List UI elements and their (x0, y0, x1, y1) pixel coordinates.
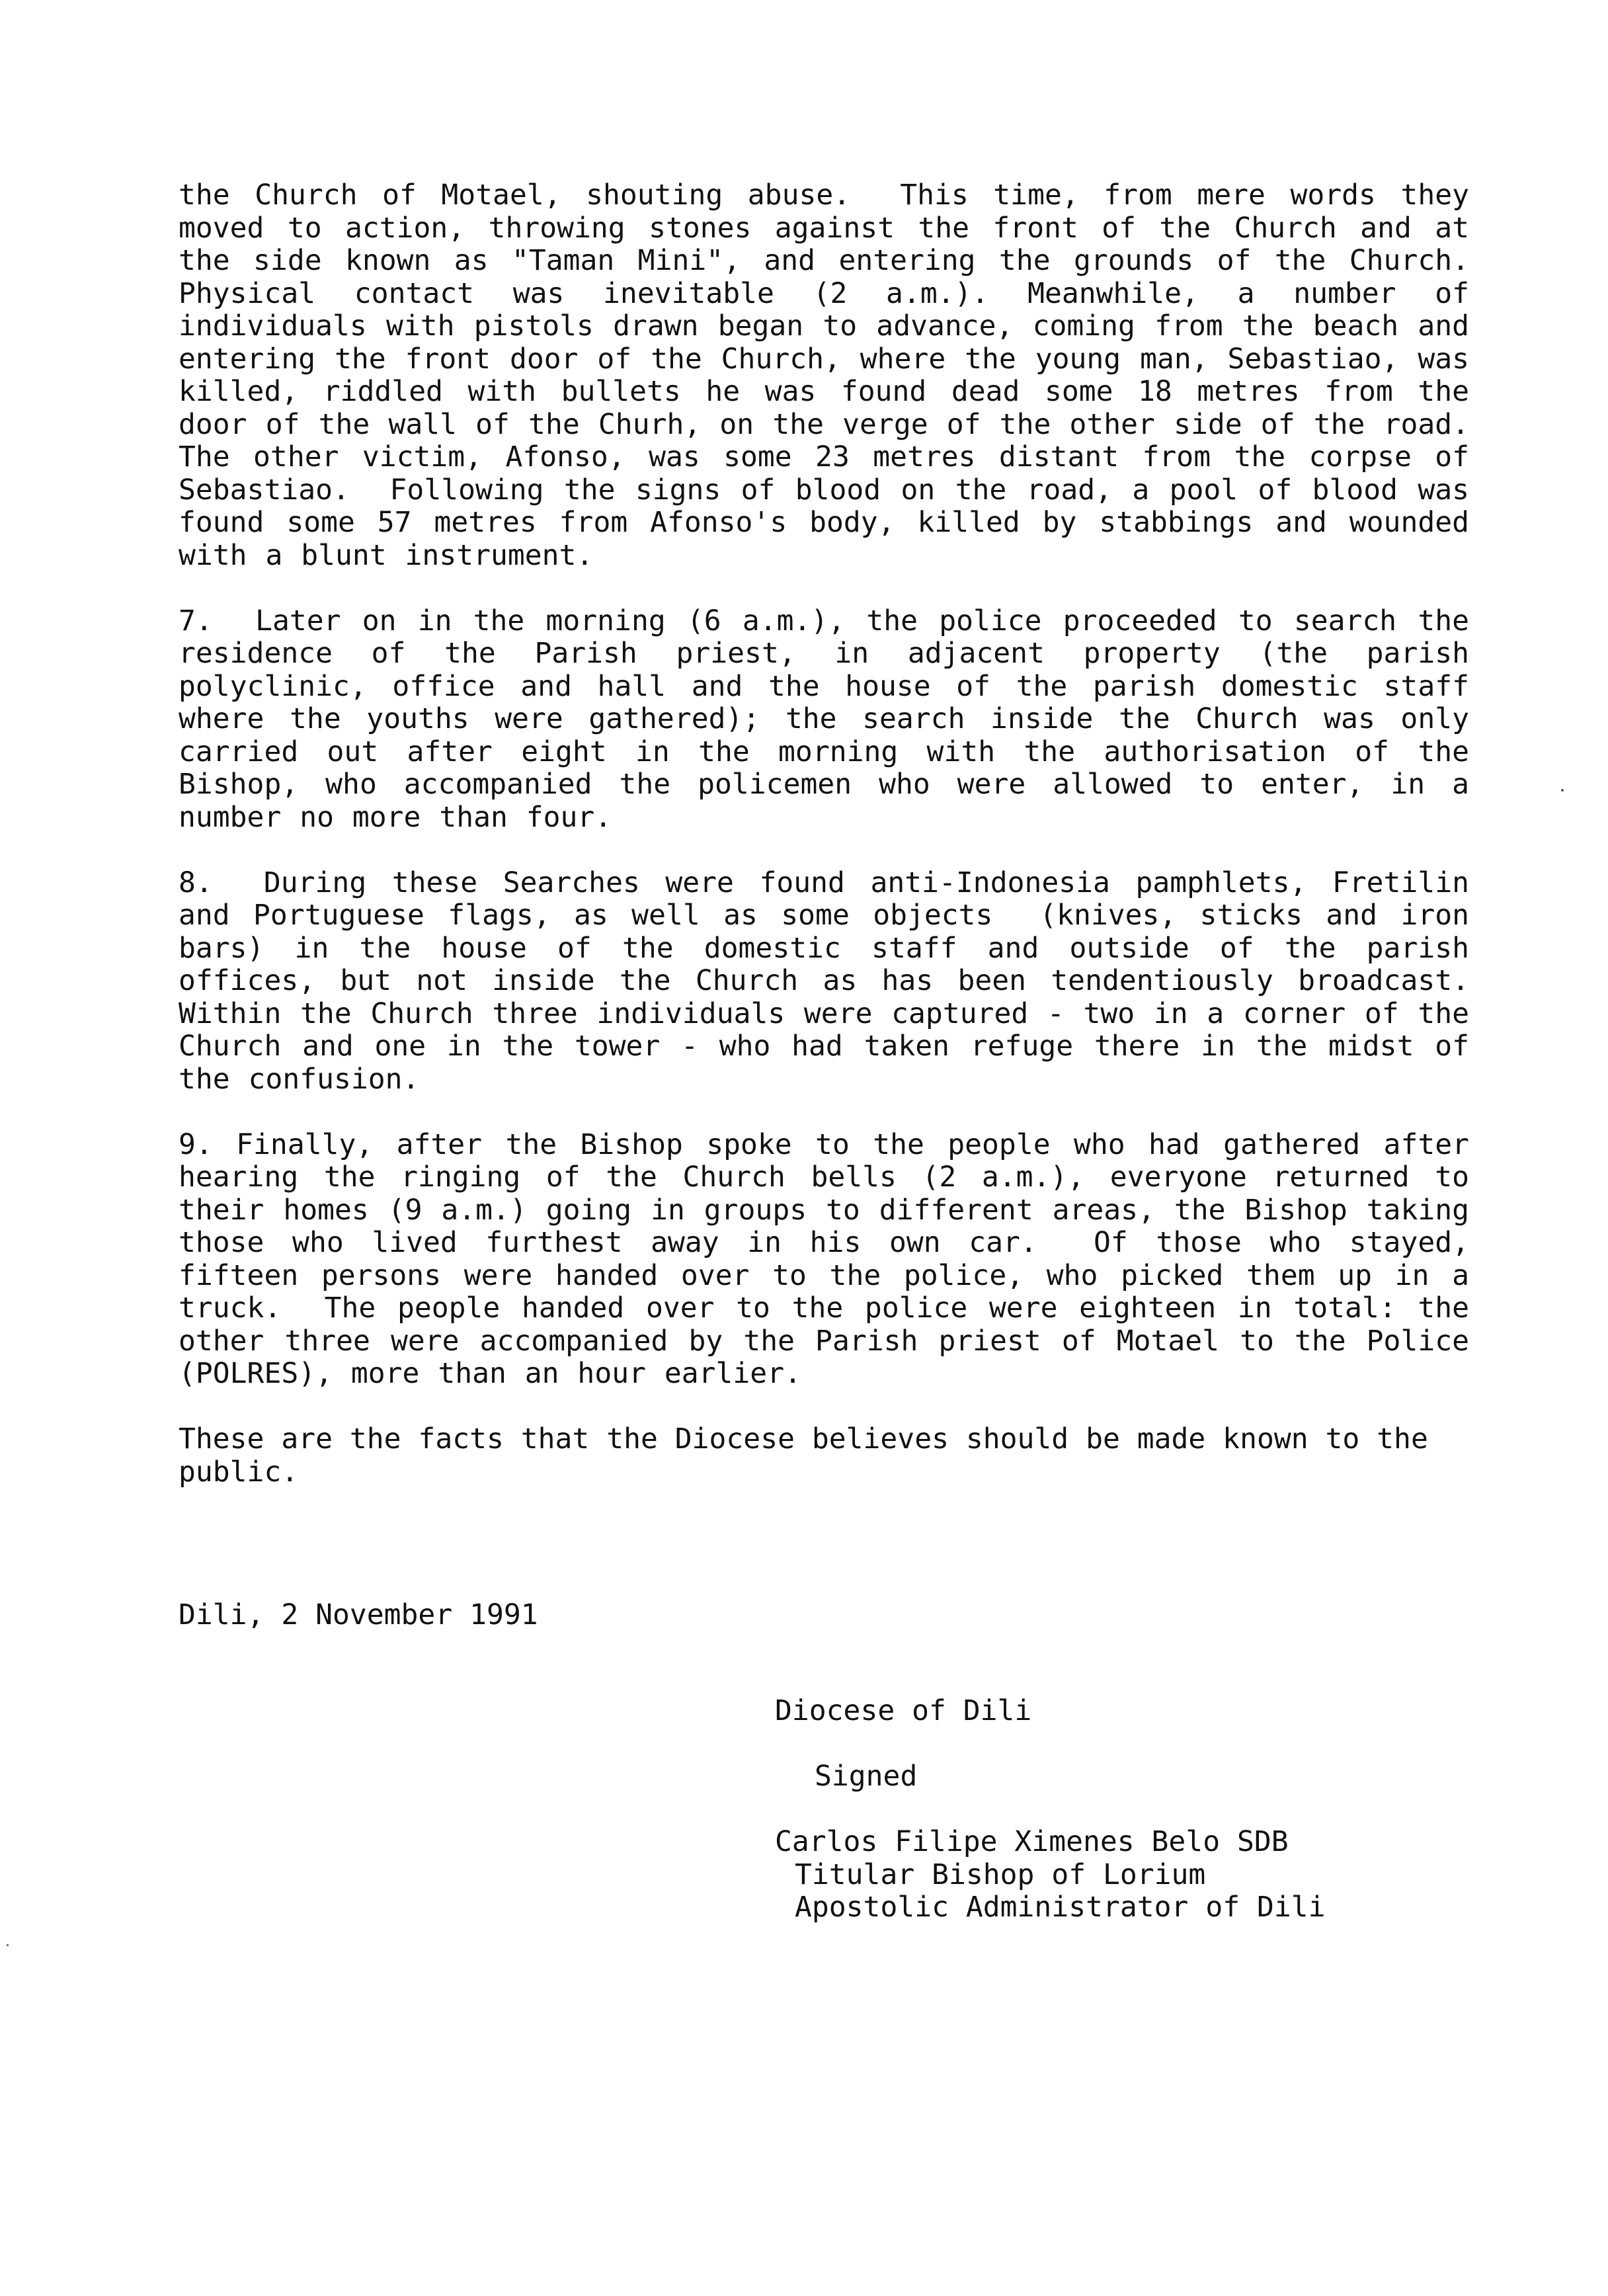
spacer (775, 1793, 1502, 1826)
paragraph-7: 7. Later on in the morning (6 a.m.), the police proceeded to search the residence of the Parish priest, in adjacent property (the parish polyclinic, office and hall and the house of the parish domestic staff where the youths were gathered); the search inside the Church was only carried out after eight in the morning with the authorisation of the Bishop, who accompanied the policemen who were allowed to enter, in a number no more than four. (179, 604, 1488, 834)
spacer (775, 1728, 1502, 1761)
signatory-title-1: Titular Bishop of Lorium (795, 1858, 1206, 1891)
paragraph-8: 8. During these Searches were found anti-Indonesia pamphlets, Fretilin and Portuguese flags, as well as some objects (knives, sticks and iron bars) in the house of the domestic staff and outside of the parish offices, but not inside the Church as has been tendentiously broadcast. Within the Church three individuals were captured - two in a corner of the Church and one in the tower - who had taken refuge there in the midst of the confusion. (179, 866, 1506, 1096)
paragraph-continuation: the Church of Motael, shouting abuse. This time, from mere words they moved to action, throwing stones against the front of the Church and at the side known as "Taman Mini", and entering the grounds of the Church. Physical contact was inevitable (2 a.m.). Meanwhile, a number of individuals with pistols drawn began to advance, coming from the beach and entering the front door of the Church, where the young man, Sebastiao, was killed, riddled with bullets he was found dead some 18 metres from the door of the wall of the Churh, on the verge of the other side of the road. The other victim, Afonso, was some 23 metres distant from the corpse of Sebastiao. Following the signs of blood on the road, a pool of blood was found some 57 metres from Afonso's body, killed by stabbings and wounded with a blunt instrument. (179, 179, 1506, 572)
signature-signed-note: Signed (815, 1760, 918, 1793)
signatory-title-2: Apostolic Administrator of Dili (795, 1891, 1326, 1924)
scan-speck (1561, 789, 1564, 792)
paragraph-9: 9. Finally, after the Bishop spoke to the people who had gathered after hearing the ringing of the Church bells (2 a.m.), everyone returned to their homes (9 a.m.) going in groups to different areas, the Bishop taking those who lived furthest away in his own car. Of those who stayed, fifteen persons were handed over to the police, who picked them up in a truck. The people handed over to the police were eighteen in total: the other three were accompanied by the Parish priest of Motael to the Police (POLRES), more than an hour earlier. (179, 1128, 1488, 1390)
signature-block (775, 1695, 1502, 1924)
signature-organization: Diocese of Dili (775, 1694, 1032, 1727)
dateline: Dili, 2 November 1991 (179, 1598, 538, 1631)
closing-statement: These are the facts that the Diocese believes should be made known to the public. (179, 1422, 1445, 1489)
signatory-name: Carlos Filipe Ximenes Belo SDB (775, 1825, 1289, 1858)
scan-speck (7, 1944, 9, 1946)
document-body (179, 179, 1506, 1522)
